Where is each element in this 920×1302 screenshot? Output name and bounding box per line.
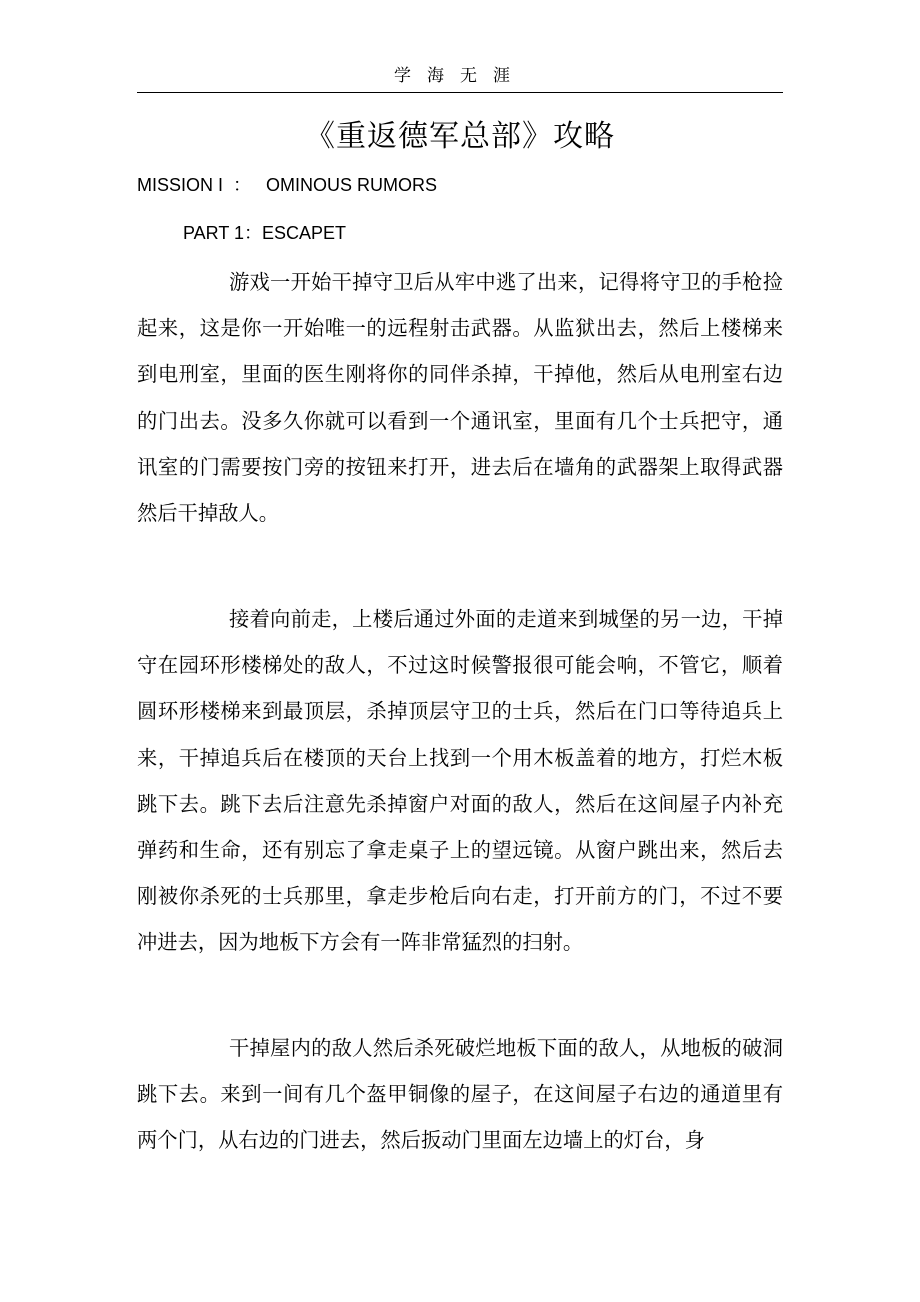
running-header: 学海无涯	[394, 66, 526, 86]
part-heading: PART 1：ESCAPET	[183, 223, 347, 243]
mission-heading: MISSION I ： OMINOUS RUMORS	[137, 175, 438, 195]
document-title: 《重返德军总部》攻略	[305, 119, 615, 154]
body-paragraph: 干掉屋内的敌人然后杀死破烂地板下面的敌人，从地板的破洞跳下去。来到一间有几个盔甲铜像的屋子，在这间屋子右边的通道里有两个门，从右边的门进去，然后扳动门里面左边墙上的灯台，身	[137, 1036, 783, 1153]
body-paragraph: 游戏一开始干掉守卫后从牢中逃了出来，记得将守卫的手枪捡起来，这是你一开始唯一的远程射击武器。从监狱出去，然后上楼梯来到电刑室，里面的医生刚将你的同伴杀掉，干掉他，然后从电刑室右边的门出去。没多久你就可以看到一个通讯室，里面有几个士兵把守，通讯室的门需要按门旁的按钮来打开，进去后在墙角的武器架上取得武器然后干掉敌人。	[137, 270, 783, 526]
header-divider	[137, 92, 783, 93]
body-paragraph: 接着向前走，上楼后通过外面的走道来到城堡的另一边，干掉守在园环形楼梯处的敌人，不过这时候警报很可能会响，不管它，顺着圆环形楼梯来到最顶层，杀掉顶层守卫的士兵，然后在门口等待追兵上来，干掉追兵后在楼顶的天台上找到一个用木板盖着的地方，打烂木板跳下去。跳下去后注意先杀掉窗户对面的敌人，然后在这间屋子内补充弹药和生命，还有别忘了拿走桌子上的望远镜。从窗户跳出来，然后去刚被你杀死的士兵那里，拿走步枪后向右走，打开前方的门，不过不要冲进去，因为地板下方会有一阵非常猛烈的扫射。	[137, 607, 783, 955]
